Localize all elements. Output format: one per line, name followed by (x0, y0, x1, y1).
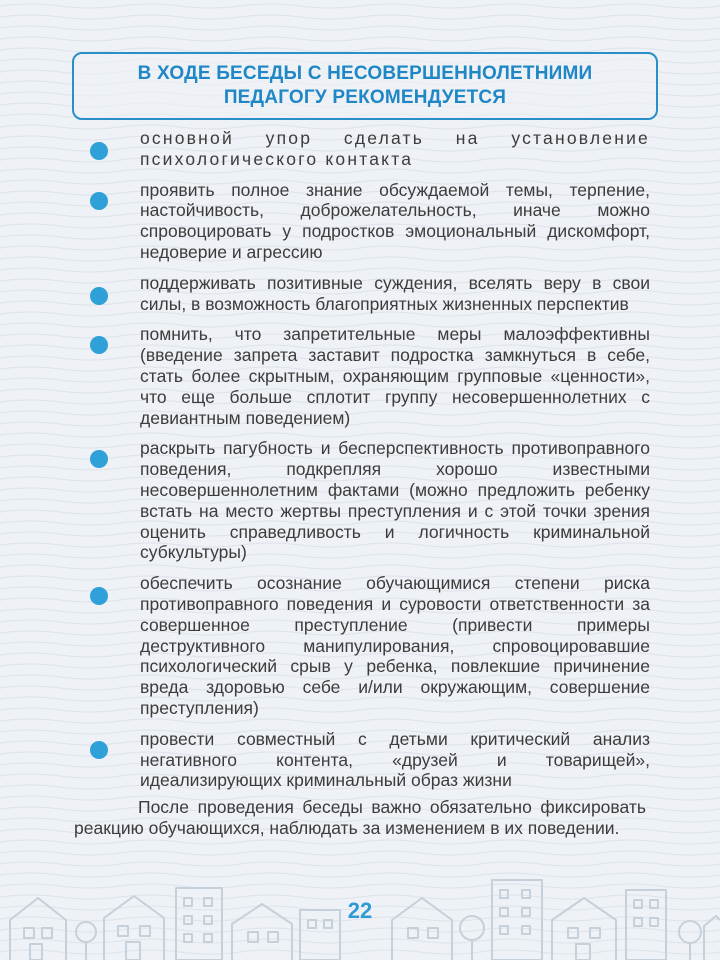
list-item-text: помнить, что запретительные меры малоэффективны (введение запрета заставит подростка замкнуться в себе, стать более скрытным, охраняющим групповые «ценности», что еще больше сплотит группу несовершеннолетних с девиантным поведением) (140, 324, 650, 428)
bullet-dot-icon (90, 192, 108, 210)
list-item (90, 180, 650, 263)
bullet-dot-icon (90, 587, 108, 605)
title-line-1: В ХОДЕ БЕСЕДЫ С НЕСОВЕРШЕННОЛЕТНИМИ (137, 63, 593, 84)
list-item (90, 573, 650, 719)
bullet-dot-icon (90, 450, 108, 468)
list-item-text: раскрыть пагубность и бесперспективность противоправного поведения, подкрепляя хорошо известными несовершеннолетним фактами (можно предложить ребенку встать на место жертвы преступления и с этой точки зрения оценить справедливость и логичность криминальной субкультуры) (140, 438, 650, 563)
list-item (90, 438, 650, 563)
bullet-dot-icon (90, 287, 108, 305)
list-item (90, 273, 650, 315)
list-item-text: проявить полное знание обсуждаемой темы, терпение, настойчивость, доброжелательность, иначе можно спровоцировать у подростков эмоциональный дискомфорт, недоверие и агрессию (140, 179, 650, 262)
title-line-2: ПЕДАГОГУ РЕКОМЕНДУЕТСЯ (223, 87, 507, 108)
list-item-text: провести совместный с детьми критический анализ негативного контента, «друзей и товарищей», идеализирующих криминальный образ жизни (140, 728, 650, 791)
closing-paragraph: После проведения беседы важно обязательно фиксировать реакцию обучающихся, наблюдать за изменением в их поведении. (74, 797, 646, 838)
page-title (138, 62, 593, 110)
list-item-text: обеспечить осознание обучающимися степени риска противоправного поведения и суровости ответственности за совершенное преступление (привести примеры деструктивного манипулирования, спровоцировавшие психологический срыв у ребенка, повлекшие причинение вреда здоровью себе и/или окружающим, совершение преступления) (140, 573, 650, 718)
list-item-text: поддерживать позитивные суждения, вселять веру в свои силы, в возможность благоприятных жизненных перспектив (140, 272, 650, 314)
recommendation-list (90, 128, 650, 801)
bullet-dot-icon (90, 142, 108, 160)
list-item (90, 324, 650, 428)
title-box (72, 52, 658, 120)
list-item-text: основной упор сделать на установление психологического контакта (140, 128, 650, 169)
bullet-dot-icon (90, 741, 108, 759)
page-number: 22 (347, 898, 373, 923)
list-item (90, 128, 650, 170)
list-item (90, 729, 650, 791)
bullet-dot-icon (90, 336, 108, 354)
